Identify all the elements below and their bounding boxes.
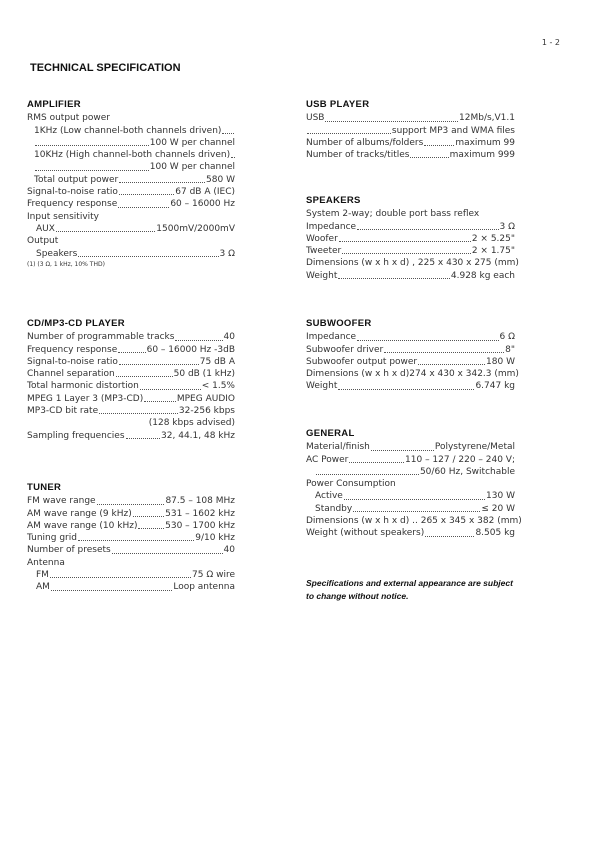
- tuner-section: [27, 482, 235, 594]
- material-row: [306, 441, 515, 453]
- cd-sampling-label: Sampling frequencies: [27, 430, 125, 441]
- amp-freq-label: Frequency response: [27, 199, 118, 210]
- speakers-section: [306, 195, 519, 282]
- cd-bitrate-value: 32-256 kbps: [178, 406, 235, 417]
- general-dimensions: Dimensions (w x h x d) .. 265 x 345 x 382 (mm): [306, 516, 522, 527]
- cd-tracks-row: [27, 331, 235, 343]
- cd-bitrate-row: [27, 405, 235, 417]
- cd-thd-value: < 1.5%: [201, 381, 235, 392]
- standby-label: Standby: [315, 503, 353, 514]
- standby-value: ≤ 20 W: [481, 503, 515, 514]
- tuner-heading: TUNER: [27, 482, 62, 493]
- cd-thd-row: [27, 380, 235, 392]
- general-weight-value: 8.505 kg: [475, 528, 515, 539]
- ac-power-value-2: 50/60 Hz, Switchable: [419, 466, 515, 477]
- tuning-grid-row: [27, 532, 235, 544]
- total-output-value: 580 W: [206, 174, 235, 185]
- low-channel-value-row: [27, 137, 235, 149]
- page-title: TECHNICAL SPECIFICATION: [30, 62, 181, 74]
- page-number: 1 - 2: [541, 38, 560, 47]
- ac-power-value: 110 – 127 / 220 – 240 V;: [405, 454, 515, 465]
- cd-sep-value: 50 dB (1 kHz): [173, 369, 235, 380]
- total-output-label: Total output power: [34, 174, 119, 185]
- antenna-fm-row: [27, 569, 235, 581]
- sub-weight-value: 6.747 kg: [475, 381, 515, 392]
- presets-value: 40: [223, 545, 235, 556]
- subwoofer-section: [306, 318, 519, 393]
- sub-imp-value: 6 Ω: [499, 332, 515, 343]
- speakers-out-value: 3 Ω: [219, 248, 235, 259]
- sub-power-row: [306, 356, 515, 368]
- material-label: Material/finish: [306, 442, 370, 453]
- cd-mpeg-label: MPEG 1 Layer 3 (MP3-CD): [27, 393, 144, 404]
- general-section: [306, 428, 522, 540]
- high-channel-row: [27, 149, 235, 161]
- usb-albums-label: Number of albums/folders: [306, 137, 424, 148]
- speakers-out-label: Speakers: [36, 248, 78, 259]
- ac-power-row: [306, 454, 515, 466]
- output-label: Output: [27, 236, 59, 247]
- low-channel-row: [27, 125, 235, 137]
- sub-driver-value: 8": [505, 344, 515, 355]
- speakers-heading: SPEAKERS: [306, 195, 361, 206]
- sub-weight-row: [306, 380, 515, 392]
- material-value: Polystyrene/Metal: [434, 442, 515, 453]
- speakers-imp-label: Impedance: [306, 221, 357, 232]
- speakers-imp-row: [306, 221, 515, 233]
- tweeter-label: Tweeter: [306, 246, 342, 257]
- cd-freq-value: 60 – 16000 Hz -3dB: [146, 344, 235, 355]
- amplifier-heading: AMPLIFIER: [27, 99, 81, 110]
- sub-dimensions: Dimensions (w x h x d)274 x 430 x 342.3 (mm): [306, 369, 519, 380]
- am9-range-row: [27, 508, 235, 520]
- aux-value: 1500mV/2000mV: [156, 223, 235, 234]
- usb-support-value: support MP3 and WMA files: [391, 125, 515, 136]
- speakers-out-row: [27, 248, 235, 260]
- woofer-row: [306, 233, 515, 245]
- antenna-fm-value: 75 Ω wire: [192, 570, 235, 581]
- amp-freq-row: [27, 198, 235, 210]
- amp-snr-row: [27, 186, 235, 198]
- sub-imp-row: [306, 331, 515, 343]
- general-weight-label: Weight (without speakers): [306, 528, 425, 539]
- power-consumption-label: Power Consumption: [306, 479, 396, 490]
- speakers-weight-row: [306, 270, 515, 282]
- cd-sep-row: [27, 368, 235, 380]
- cd-heading: CD/MP3-CD PLAYER: [27, 318, 125, 329]
- cd-tracks-value: 40: [223, 332, 235, 343]
- amplifier-section: [27, 99, 235, 269]
- amp-freq-value: 60 – 16000 Hz: [170, 199, 235, 210]
- usb-albums-value: maximum 99: [455, 137, 515, 148]
- woofer-value: 2 × 5.25": [471, 233, 515, 244]
- aux-label: AUX: [36, 223, 55, 234]
- cd-snr-value: 75 dB A: [199, 356, 235, 367]
- am10-range-label: AM wave range (10 kHz): [27, 520, 138, 531]
- sub-driver-row: [306, 344, 515, 356]
- am10-range-row: [27, 520, 235, 532]
- am9-range-label: AM wave range (9 kHz): [27, 508, 132, 519]
- antenna-label: Antenna: [27, 557, 65, 568]
- high-channel-value: 100 W per channel: [149, 162, 235, 173]
- sub-power-label: Subwoofer output power: [306, 356, 418, 367]
- amp-snr-value: 67 dB A (IEC): [175, 187, 235, 198]
- cd-section: [27, 318, 235, 442]
- fm-range-value: 87.5 – 108 MHz: [165, 496, 235, 507]
- ac-power-label: AC Power: [306, 454, 349, 465]
- low-channel-value: 100 W per channel: [149, 137, 235, 148]
- general-heading: GENERAL: [306, 428, 355, 439]
- speakers-system: System 2-way; double port bass reflex: [306, 209, 480, 220]
- am10-range-value: 530 – 1700 kHz: [165, 520, 235, 531]
- active-row: [306, 490, 515, 502]
- usb-section: [306, 99, 515, 161]
- antenna-am-value: Loop antenna: [173, 582, 235, 593]
- cd-snr-label: Signal-to-noise ratio: [27, 356, 118, 367]
- usb-albums-row: [306, 137, 515, 149]
- rms-output-label: RMS output power: [27, 113, 110, 124]
- usb-label: USB: [306, 113, 325, 124]
- speakers-dimensions: Dimensions (w x h x d) , 225 x 430 x 275 (mm): [306, 258, 519, 269]
- ac-power-row-2: [306, 466, 515, 478]
- disclaimer-note: Specifications and external appearance are subject to change without notice.: [306, 578, 513, 601]
- cd-snr-row: [27, 356, 235, 368]
- usb-tracks-row: [306, 149, 515, 161]
- total-output-row: [27, 174, 235, 186]
- general-weight-row: [306, 527, 515, 539]
- active-value: 130 W: [486, 491, 515, 502]
- presets-row: [27, 544, 235, 556]
- amp-snr-label: Signal-to-noise ratio: [27, 187, 118, 198]
- sub-weight-label: Weight: [306, 381, 338, 392]
- usb-support-row: [306, 125, 515, 137]
- speakers-imp-value: 3 Ω: [499, 221, 515, 232]
- cd-thd-label: Total harmonic distortion: [27, 381, 139, 392]
- usb-tracks-label: Number of tracks/titles: [306, 150, 410, 161]
- usb-value: 12Mb/s,V1.1: [459, 113, 515, 124]
- usb-heading: USB PLAYER: [306, 99, 370, 110]
- cd-freq-row: [27, 344, 235, 356]
- sub-driver-label: Subwoofer driver: [306, 344, 384, 355]
- standby-row: [306, 503, 515, 515]
- tuning-grid-label: Tuning grid: [27, 533, 77, 544]
- speakers-weight-label: Weight: [306, 270, 338, 281]
- subwoofer-heading: SUBWOOFER: [306, 318, 372, 329]
- sub-imp-label: Impedance: [306, 332, 357, 343]
- cd-mpeg-row: [27, 393, 235, 405]
- high-channel-label: 10KHz (High channel-both channels driven): [34, 150, 231, 161]
- antenna-am-row: [27, 581, 235, 593]
- cd-sampling-value: 32, 44.1, 48 kHz: [161, 430, 235, 441]
- input-sensitivity-label: Input sensitivity: [27, 211, 99, 222]
- cd-tracks-label: Number of programmable tracks: [27, 332, 175, 343]
- high-channel-value-row: [27, 161, 235, 173]
- usb-tracks-value: maximum 999: [449, 150, 515, 161]
- cd-mpeg-value: MPEG AUDIO: [176, 393, 235, 404]
- cd-bitrate-note: (128 kbps advised): [148, 418, 235, 429]
- usb-row: [306, 112, 515, 124]
- tuning-grid-value: 9/10 kHz: [195, 533, 235, 544]
- fm-range-row: [27, 495, 235, 507]
- antenna-am-label: AM: [36, 582, 50, 593]
- low-channel-label: 1KHz (Low channel-both channels driven): [34, 125, 222, 136]
- cd-bitrate-label: MP3-CD bit rate: [27, 406, 99, 417]
- woofer-label: Woofer: [306, 233, 338, 244]
- sub-power-value: 180 W: [486, 356, 515, 367]
- cd-sep-label: Channel separation: [27, 369, 115, 380]
- amp-footnote: (1) (3 Ω, 1 kHz, 10% THD): [27, 260, 105, 268]
- fm-range-label: FM wave range: [27, 496, 96, 507]
- am9-range-value: 531 – 1602 kHz: [165, 508, 235, 519]
- antenna-fm-label: FM: [36, 570, 49, 581]
- tweeter-row: [306, 245, 515, 257]
- tweeter-value: 2 × 1.75": [471, 246, 515, 257]
- cd-sampling-row: [27, 430, 235, 442]
- active-label: Active: [315, 491, 343, 502]
- presets-label: Number of presets: [27, 545, 111, 556]
- cd-freq-label: Frequency response: [27, 344, 118, 355]
- speakers-weight-value: 4.928 kg each: [450, 270, 515, 281]
- aux-row: [27, 223, 235, 235]
